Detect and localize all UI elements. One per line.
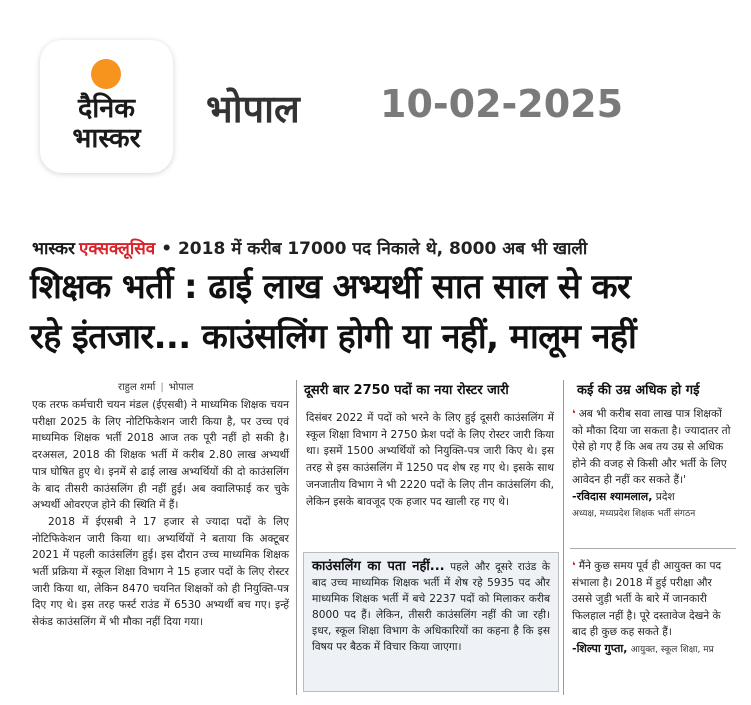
- info-box-text: [312, 559, 550, 655]
- kicker-text: • 2018 में करीब 17000 पद निकाले थे, 8000 अब भी खाली: [161, 239, 588, 259]
- author: राहुल शर्मा: [118, 382, 156, 393]
- edition-date: 10-02-2025: [380, 82, 624, 126]
- quote-block: [572, 558, 734, 658]
- col2-subheading: दूसरी बार 2750 पदों का नया रोस्टर जारी: [304, 383, 509, 398]
- headline-line2: रहे इंतजार... काउंसलिंग होगी या नहीं, मालूम नहीं: [30, 317, 637, 357]
- column-2: [306, 410, 554, 510]
- quote-role: प्रदेश: [655, 490, 675, 503]
- logo-text-line1: दैनिक: [77, 93, 136, 124]
- byline-separator: |: [160, 382, 164, 393]
- edition-city: भोपाल: [206, 87, 300, 131]
- column-divider: [296, 380, 297, 695]
- info-box-lead: काउंसलिंग का पता नहीं...: [312, 559, 445, 574]
- exclusive-tag: एक्सक्लूसिव: [78, 239, 156, 259]
- sun-icon: [91, 59, 121, 89]
- quote-role: आयुक्त, स्कूल शिक्षा, मप्र: [630, 644, 714, 655]
- article-topline: [32, 236, 587, 259]
- quote-attribution: -शिल्पा गुप्ता,: [572, 641, 628, 655]
- headline: [30, 262, 745, 362]
- info-box-body: पहले और दूसरे राउंड के बाद उच्च माध्यमिक शिक्षक भर्ती में शेष रहे 5935 पद और माध्यमिक शिक्षक भर्ती में बचे 2237 पदों को मिलाकर करीब 8000 पद हैं। लेकिन, तीसरी काउंसलिंग नहीं की जा रही। इधर, स्कूल शिक्षा विभाग के अधिकारियों का कहना है कि इस विषय पर बैठक में विचार किया जाएगा।: [312, 561, 551, 653]
- quote-icon: ❛: [572, 408, 576, 420]
- col3-subheading: कई की उम्र अधिक हो गई: [577, 383, 700, 398]
- headline-line1: शिक्षक भर्ती : ढाई लाख अभ्यर्थी सात साल से कर: [30, 267, 631, 307]
- quote-role: अध्यक्ष, मध्यप्रदेश शिक्षक भर्ती संगठन: [572, 509, 696, 519]
- quote-attribution: -रविदास श्यामलाल,: [572, 489, 653, 503]
- paragraph: एक तरफ कर्मचारी चयन मंडल (ईएसबी) ने माध्यमिक शिक्षक चयन परीक्षा 2025 के लिए नोटिफिकेशन जारी किया है, पर उच्च एवं माध्यमिक शिक्षक भर्ती 2018 आज तक पूरी नहीं हो सकी है। दरअसल, 2018 की शिक्षक भर्ती में करीब 2.80 लाख अभ्यर्थी पात्र घोषित हुए थे। इनमें से ढाई लाख अभ्यर्थियों की दो काउंसलिंग के बाद तीसरी काउंसलिंग ही नहीं हुई। अब क्वालिफाई कर चुके अभ्यर्थी ओवरएज होने की स्थिति में हैं।: [32, 399, 289, 512]
- column-divider: [563, 380, 564, 695]
- quote-divider: [570, 548, 736, 549]
- quote-text: अब भी करीब सवा लाख पात्र शिक्षकों को मौका दिया जा सकता है। ज्यादातर तो ऐसे हो गए हैं कि अब तय उम्र से अधिक होने की वजह से किसी और भर्ती के लिए आवेदन ही नहीं कर सकते हैं।': [572, 408, 731, 486]
- quote-text: मैंने कुछ समय पूर्व ही आयुक्त का पद संभाला है। 2018 में हुई परीक्षा और उससे जुड़ी भर्ती के बारे में जानकारी फिलहाल नहीं है। पूरे दस्तावेज देखने के बाद ही कुछ कह सकते हैं।: [572, 560, 722, 638]
- info-box: [303, 552, 559, 692]
- quote-block: [572, 406, 734, 523]
- dainik-bhaskar-logo: [40, 40, 173, 173]
- logo-text-line2: भास्कर: [72, 123, 141, 154]
- brand-tag: भास्कर: [32, 239, 75, 259]
- column-1: [32, 397, 289, 631]
- byline: [118, 379, 193, 393]
- quote-icon: ❛: [572, 560, 576, 572]
- paragraph: 2018 में ईएसबी ने 17 हजार से ज्यादा पदों के लिए नोटिफिकेशन जारी किया था। अभ्यर्थियों ने बताया कि अक्टूबर 2021 में पहली काउंसलिंग हुई। इस दौरान उच्च माध्यमिक शिक्षक भर्ती प्रक्रिया में स्कूल शिक्षा विभाग ने 15 हजार पदों के लिए रोस्टर जारी किया था, लेकिन 8470 चयनित शिक्षकों को ही नियुक्ति-पत्र दिए गए थे। इस तरह फर्स्ट राउंड में 6530 अभ्यर्थी बच गए। इन्हें सेकंड काउंसलिंग में भी मौका नहीं दिया गया।: [32, 515, 289, 629]
- paragraph: दिसंबर 2022 में पदों को भरने के लिए हुई दूसरी काउंसलिंग में स्कूल शिक्षा विभाग ने 2750 फ्रेश पदों के लिए रोस्टर जारी किया था। इसमें 1500 अभ्यर्थियों को नियुक्ति-पत्र जारी किए थे। इस तरह से इस काउंसलिंग में 1250 पद शेष रह गए थे। इसके साथ जनजातीय विभाग ने भी 2220 पदों के लिए तीन काउंसलिंग की, लेकिन इसके बावजूद एक हजार पद खाली रह गए थे।: [306, 412, 554, 508]
- dateline: भोपाल: [168, 382, 194, 393]
